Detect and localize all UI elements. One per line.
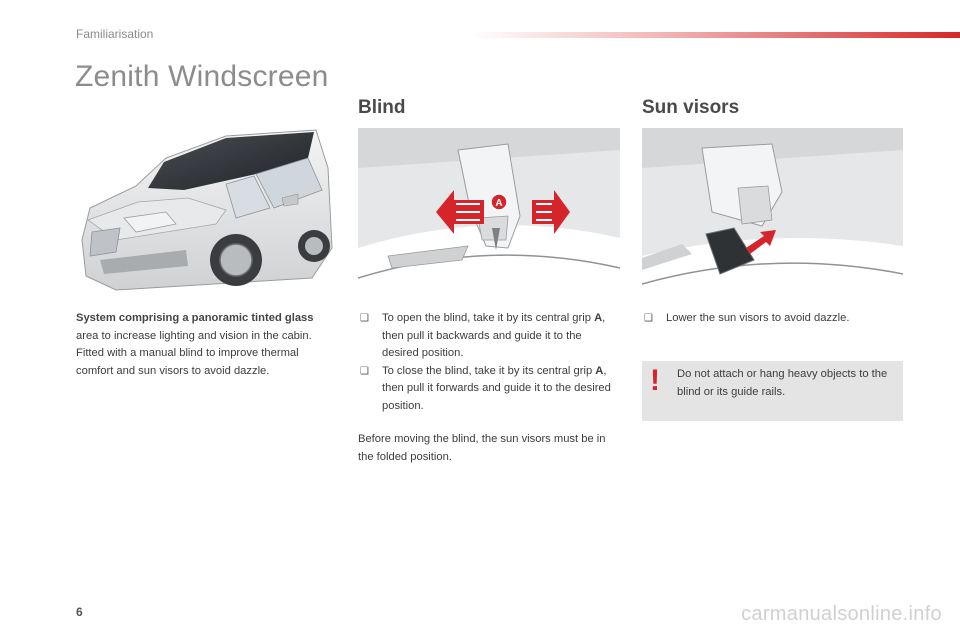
blind-instructions: [358, 310, 620, 415]
list-item: [358, 310, 620, 363]
instruction-text: , then pull it forwards and guide it to the desired position.: [382, 364, 611, 412]
list-item: [358, 363, 620, 416]
car-description-lead: System comprising a panoramic tinted glass: [76, 312, 314, 324]
blind-heading: Blind: [358, 97, 406, 118]
instruction-text: Lower the sun visors to avoid dazzle.: [666, 312, 850, 324]
car-description-body: area to increase lighting and vision in the cabin. Fitted with a manual blind to improve thermal comfort and sun visors to avoid dazzle.: [76, 329, 312, 377]
sun-visor-instructions: [642, 310, 904, 328]
list-item: [642, 310, 904, 328]
grip-a-marker: [491, 194, 507, 210]
instruction-text: , then pull it backwards and guide it to the desired position.: [382, 312, 606, 359]
blind-drawing: [358, 128, 620, 302]
warning-text: Do not attach or hang heavy objects to the blind or its guide rails.: [677, 368, 888, 398]
header-accent-bar: [470, 32, 960, 38]
car-illustration: [76, 128, 336, 302]
instruction-text: To open the blind, take it by its central grip: [382, 312, 595, 324]
page-number: 6: [76, 605, 83, 619]
instruction-text: To close the blind, take it by its central grip: [382, 364, 596, 377]
section-label: Familiarisation: [76, 27, 154, 41]
watermark: carmanualsonline.info: [741, 603, 942, 625]
sun-visor-illustration: [642, 128, 903, 302]
grip-reference: A: [595, 364, 604, 377]
car-description: [76, 310, 338, 380]
warning-box: [642, 361, 903, 421]
page-title: Zenith Windscreen: [75, 60, 329, 93]
sun-visor-drawing: [642, 128, 903, 302]
car-drawing: [76, 128, 336, 302]
grip-a-label: A: [495, 198, 503, 209]
blind-note: Before moving the blind, the sun visors must be in the folded position.: [358, 433, 606, 463]
grip-reference: A: [594, 312, 603, 324]
checkbox-icon: ❑: [360, 313, 369, 324]
checkbox-icon: ❑: [644, 313, 653, 324]
warning-exclamation-icon: !: [650, 364, 660, 397]
checkbox-icon: ❑: [360, 365, 369, 377]
sun-visors-heading: Sun visors: [642, 97, 740, 118]
blind-illustration: [358, 128, 620, 302]
